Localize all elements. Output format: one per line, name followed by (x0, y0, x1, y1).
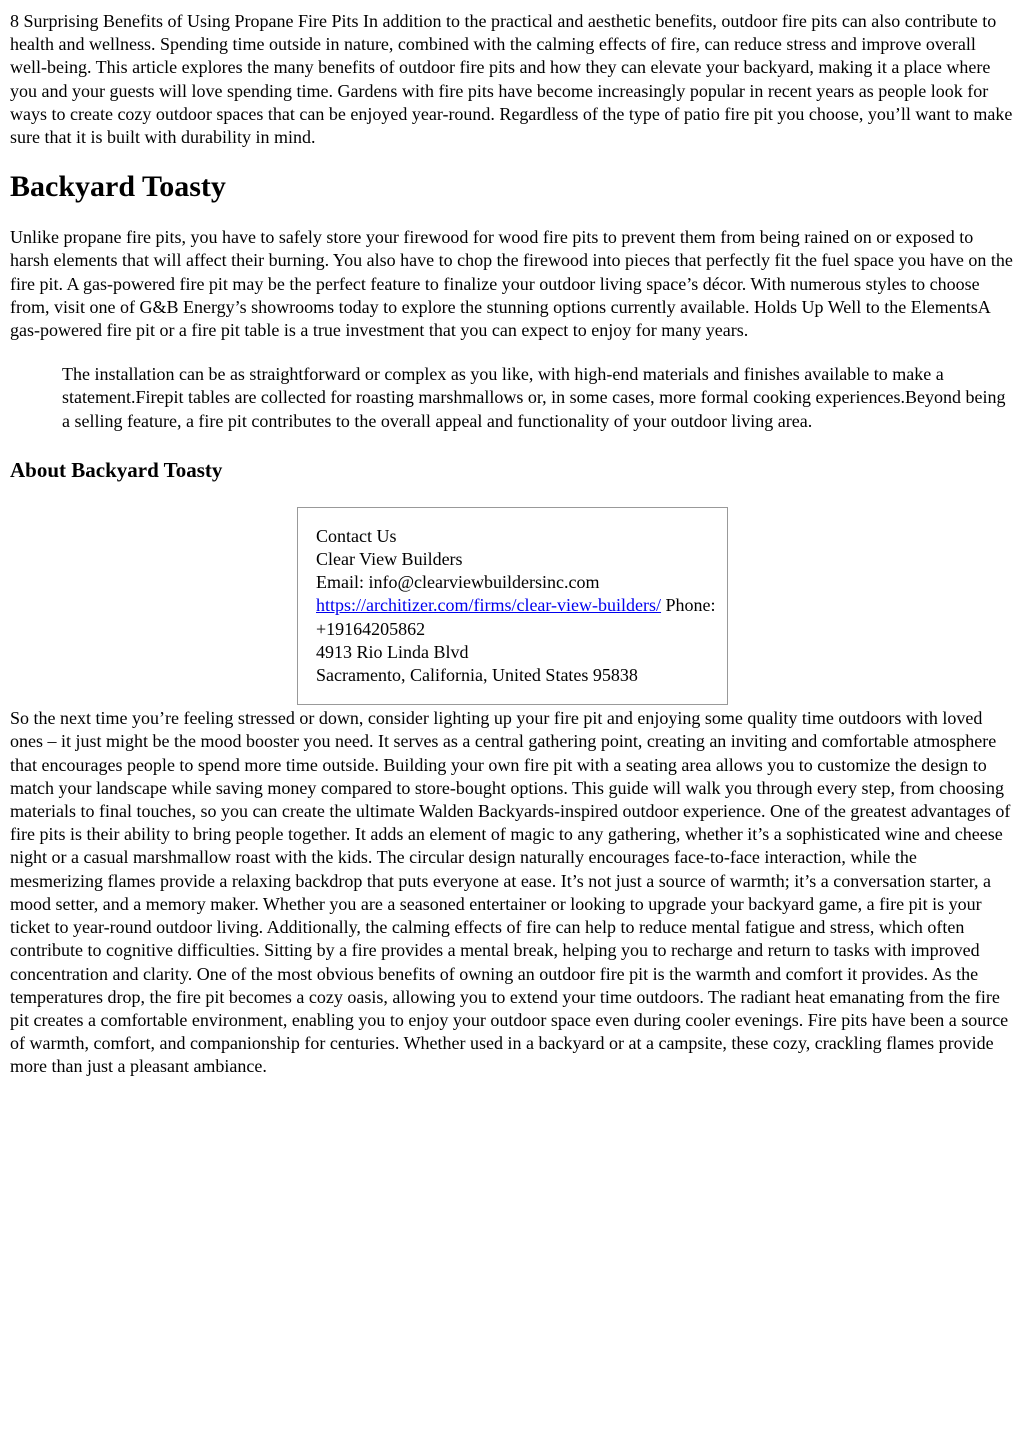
contact-title: Contact Us (316, 525, 397, 546)
contact-website-link[interactable]: https://architizer.com/firms/clear-view-builders/ (316, 595, 662, 616)
contact-address-line1: 4913 Rio Linda Blvd (316, 641, 469, 662)
contact-box (297, 507, 728, 705)
contact-company: Clear View Builders (316, 549, 463, 570)
section-paragraph: Unlike propane fire pits, you have to safely store your firewood for wood fire pits to prevent them from being rained on or exposed to harsh elements that will affect their burning. You also have to chop the firewood into pieces that perfectly fit the fuel space you have on the fire pit. A gas-powered fire pit may be the perfect feature to finalize your outdoor living space’s décor. With numerous styles to choose from, visit one of G&B Energy’s showrooms today to explore the stunning options currently available. Holds Up Well to the ElementsA gas-powered fire pit or a fire pit table is a true investment that you can expect to enjoy for many years. (10, 227, 1013, 341)
main-heading: Backyard Toasty (10, 170, 226, 204)
intro-paragraph: 8 Surprising Benefits of Using Propane Fire Pits In addition to the practical and aesthetic benefits, outdoor fire pits can also contribute to health and wellness. Spending time outside in nature, combined with the calming effects of fire, can reduce stress and improve overall well-being. This article explores the many benefits of outdoor fire pits and how they can elevate your backyard, making it a place where you and your guests will love spending time. Gardens with fire pits have become increasingly popular in recent years as people look for ways to create cozy outdoor spaces that can be enjoyed year-round. Regardless of the type of patio fire pit you choose, you’ll want to make sure that it is built with durability in mind. (10, 11, 1013, 148)
about-heading: About Backyard Toasty (10, 457, 223, 482)
contact-address-line2: Sacramento, California, United States 95838 (316, 665, 638, 686)
section-blockquote: The installation can be as straightforward or complex as you like, with high-end materials and finishes available to make a statement.Firepit tables are collected for roasting marshmallows or, in some cases, more formal cooking experiences.Beyond being a selling feature, a fire pit contributes to the overall appeal and functionality of your outdoor living area. (62, 364, 1006, 431)
contact-link-line (316, 594, 717, 640)
outro-paragraph: So the next time you’re feeling stressed or down, consider lighting up your fire pit and enjoying some quality time outdoors with loved ones – it just might be the mood booster you need. It serves as a central gathering point, creating an inviting and comfortable atmosphere that encourages people to spend more time outside. Building your own fire pit with a seating area allows you to customize the design to match your landscape while saving money compared to store-bought options. This guide will walk you through every step, from choosing materials to final touches, so you can create the ultimate Walden Backyards-inspired outdoor experience. One of the greatest advantages of fire pits is their ability to bring people together. It adds an element of magic to any gathering, whether it’s a sophisticated wine and cheese night or a casual marshmallow roast with the kids. The circular design naturally encourages face-to-face interaction, while the mesmerizing flames provide a relaxing backdrop that puts everyone at ease. It’s not just a source of warmth; it’s a conversation starter, a mood setter, and a memory maker. Whether you are a seasoned entertainer or looking to upgrade your backyard game, a fire pit is your ticket to year-round outdoor living. Additionally, the calming effects of fire can help to reduce mental fatigue and stress, which often contribute to cognitive difficulties. Sitting by a fire provides a mental break, helping you to recharge and return to tasks with improved concentration and clarity. One of the most obvious benefits of owning an outdoor fire pit is the warmth and comfort it provides. As the temperatures drop, the fire pit becomes a cozy oasis, allowing you to extend your time outdoors. The radiant heat emanating from the fire pit creates a comfortable environment, enabling you to enjoy your outdoor space even during cooler evenings. Fire pits have been a source of warmth, comfort, and companionship for centuries. Whether used in a backyard or at a campsite, these cozy, crackling flames provide more than just a pleasant ambiance. (10, 708, 1011, 1077)
contact-email: Email: info@clearviewbuildersinc.com (316, 572, 600, 593)
contact-phone: Phone: +19164205862 (316, 595, 716, 639)
